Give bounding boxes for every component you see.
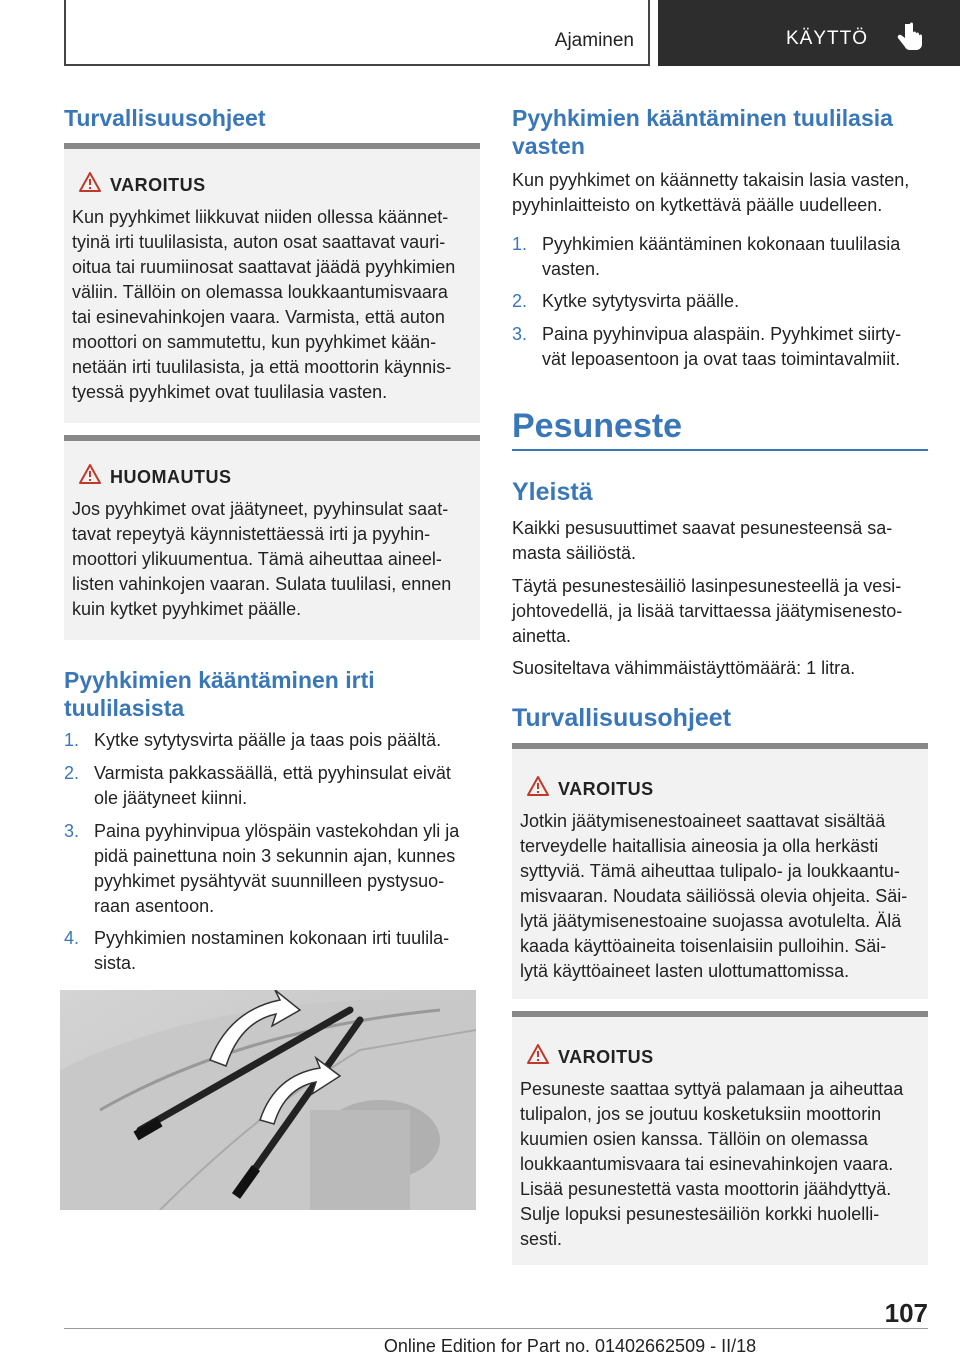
fold-away-heading: Pyyhkimien kääntäminen irti tuulilasista	[64, 667, 375, 721]
header-section-box	[64, 0, 650, 66]
general-paragraph: Kaikki pesusuuttimet saavat pesunesteensä sa- masta säiliöstä.	[512, 518, 893, 563]
left-safety-heading: Turvallisuusohjeet	[64, 105, 266, 131]
step-text: Kytke sytytysvirta päälle.	[542, 291, 740, 311]
step-number: 1.	[512, 234, 528, 254]
warning-triangle-icon	[78, 171, 102, 193]
fold-back-heading: Pyyhkimien kääntäminen tuulilasia vasten	[512, 105, 893, 159]
step-number: 1.	[64, 730, 80, 750]
notice-box	[64, 435, 480, 640]
step-text: Paina pyyhinvipua alaspäin. Pyyhkimet siirty- vät lepoasentoon ja ovat taas toimintavalmiit.	[542, 324, 902, 369]
general-paragraph: Suositeltava vähimmäistäyttömäärä: 1 litra.	[512, 658, 856, 678]
general-paragraph: Täytä pesunestesäiliö lasinpesunesteellä ja vesi- johtovedellä, ja lisää tarvittaessa jäätymisenesto- ainetta.	[512, 576, 903, 646]
wiper-illustration	[60, 990, 476, 1210]
footer-edition: Online Edition for Part no. 01402662509 - II/18	[383, 1336, 757, 1356]
page-number: 107	[884, 1298, 928, 1328]
header-section-title: Ajaminen	[554, 30, 634, 51]
fold-back-intro: Kun pyyhkimet on käännetty takaisin lasia vasten, pyyhinlaitteisto on kytkettävä päälle uudelleen.	[512, 170, 910, 215]
warning-text: Kun pyyhkimet liikkuvat niiden ollessa käännet- tyinä irti tuulilasista, auton osat saattavat vauri- oitua tai ruumiinosat saattavat jäädä pyyhkimien väliin. Tällöin on olemassa loukkaantumisvaara tai esinevahinkojen vaara. Varmista, että auton moottori on sammutettu, kun pyyhkimet kään- netään irti tuulilasista, ja että moottorin käynnis- tyessä pyyhkimet ovat tuulilasia vasten.	[72, 207, 456, 402]
hand-pointer-icon	[896, 22, 924, 52]
warning-title: VAROITUS	[558, 779, 654, 799]
step-number: 3.	[64, 821, 80, 841]
heading-rule	[512, 449, 928, 451]
warning-triangle-icon	[526, 1043, 550, 1065]
notice-text: Jos pyyhkimet ovat jäätyneet, pyyhinsulat saat- tavat repeytyä käynnistettäessä irti ja pyyhin- moottori ylikuumentua. Tämä aiheuttaa aineel- listen vahinkojen vaaran. Sulata tuulilasi, ennen kuin kytket pyyhkimet päälle.	[72, 499, 452, 619]
washer-fluid-heading: Pesuneste	[512, 407, 683, 445]
general-heading: Yleistä	[512, 478, 593, 506]
step-text: Pyyhkimien nostaminen kokonaan irti tuulila- sista.	[94, 928, 450, 973]
step-text: Varmista pakkassäällä, että pyyhinsulat eivät ole jäätyneet kiinni.	[94, 763, 451, 808]
warning-box-3	[512, 1011, 928, 1265]
right-safety-heading: Turvallisuusohjeet	[512, 704, 732, 732]
warning-box-1	[64, 143, 480, 423]
step-text: Kytke sytytysvirta päälle ja taas pois päältä.	[94, 730, 442, 750]
notice-title: HUOMAUTUS	[110, 467, 232, 487]
warning-triangle-icon	[526, 775, 550, 797]
step-number: 2.	[512, 291, 528, 311]
footer-rule	[64, 1328, 928, 1329]
step-number: 2.	[64, 763, 80, 783]
warning-box-2	[512, 743, 928, 999]
warning-text: Pesuneste saattaa syttyä palamaan ja aiheuttaa tulipalon, jos se joutuu kosketuksiin moottorin kuumien osien kanssa. Tällöin on olemassa loukkaantumisvaara tai esinevahinkojen vaara. Lisää pesunestettä vasta moottorin jäähdyttyä. Sulje lopuksi pesunestesäiliön korkki huolelli- sesti.	[520, 1079, 904, 1249]
warning-text: Jotkin jäätymisenestoaineet saattavat sisältää terveydelle haitallisia aineosia ja olla herkästi syttyviä. Tämä aiheuttaa tulipalo- ja loukkaantu- misvaaran. Noudata säiliössä olevia ohjeita. Säi- lytä jäätymisenestoaine suojassa avotulelta. Älä kaada käyttöaineita toisenlaisiin pulloihin. Säi- lytä käyttöaineet lasten ulottumattomissa.	[520, 811, 908, 981]
step-number: 3.	[512, 324, 528, 344]
warning-triangle-icon	[78, 463, 102, 485]
warning-title: VAROITUS	[558, 1047, 654, 1067]
header-chapter-box	[658, 0, 960, 66]
header-chapter-title: KÄYTTÖ	[786, 28, 869, 49]
step-text: Paina pyyhinvipua ylöspäin vastekohdan yli ja pidä painettuna noin 3 sekunnin ajan, kunnes pyyhkimet pysähtyvät suunnilleen pystysuo- raan asentoon.	[94, 821, 460, 916]
step-text: Pyyhkimien kääntäminen kokonaan tuulilasia vasten.	[542, 234, 901, 279]
warning-title: VAROITUS	[110, 175, 206, 195]
step-number: 4.	[64, 928, 80, 948]
